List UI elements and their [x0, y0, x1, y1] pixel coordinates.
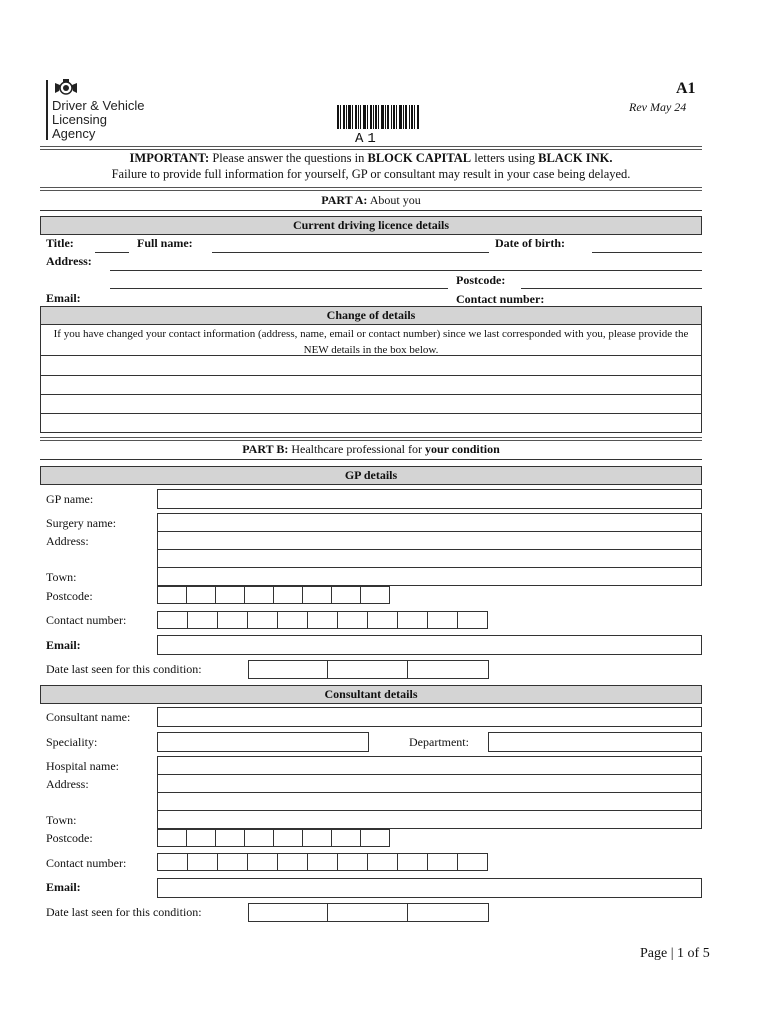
- contact-cell[interactable]: [157, 853, 188, 871]
- postcode-cell[interactable]: [273, 829, 303, 847]
- date-year-cell[interactable]: [407, 903, 489, 922]
- form-code: A1: [676, 80, 696, 97]
- consultant-address-input-2[interactable]: [157, 792, 702, 811]
- part-b-divider: [40, 437, 702, 441]
- consultant-address-label: Address:: [46, 777, 89, 791]
- contact-cell[interactable]: [187, 611, 218, 629]
- gp-contact-label: Contact number:: [46, 613, 127, 627]
- page-number: Page | 1 of 5: [640, 946, 710, 961]
- postcode-field[interactable]: [521, 288, 702, 289]
- contact-number-label: Contact number:: [456, 292, 545, 306]
- postcode-cell[interactable]: [331, 829, 361, 847]
- full-name-field[interactable]: [212, 252, 489, 253]
- contact-cell[interactable]: [397, 611, 428, 629]
- address-field-line-2[interactable]: [110, 288, 448, 289]
- gp-email-label: Email:: [46, 638, 81, 652]
- postcode-cell[interactable]: [331, 586, 361, 604]
- contact-cell[interactable]: [397, 853, 428, 871]
- postcode-cell[interactable]: [157, 829, 187, 847]
- postcode-cell[interactable]: [273, 586, 303, 604]
- gp-name-input[interactable]: [157, 489, 702, 509]
- gp-details-section-header: GP details: [40, 466, 702, 485]
- notice-line-2: Failure to provide full information for yourself, GP or consultant may result in your case being delayed.: [111, 167, 631, 181]
- date-month-cell[interactable]: [327, 903, 408, 922]
- contact-cell[interactable]: [307, 611, 338, 629]
- gp-town-input[interactable]: [157, 567, 702, 586]
- barcode-icon: [337, 105, 419, 129]
- consultant-date-seen-label: Date last seen for this condition:: [46, 905, 202, 919]
- contact-cell[interactable]: [367, 611, 398, 629]
- department-label: Department:: [409, 735, 469, 749]
- gp-email-input[interactable]: [157, 635, 702, 655]
- postcode-cell[interactable]: [215, 586, 245, 604]
- gp-date-seen-label: Date last seen for this condition:: [46, 662, 202, 676]
- department-input[interactable]: [488, 732, 702, 752]
- contact-cell[interactable]: [247, 611, 278, 629]
- title-label: Title:: [46, 236, 74, 250]
- consultant-email-input[interactable]: [157, 878, 702, 898]
- contact-cell[interactable]: [457, 853, 488, 871]
- address-field-line-1[interactable]: [110, 270, 702, 271]
- contact-cell[interactable]: [277, 853, 308, 871]
- contact-cell[interactable]: [427, 611, 458, 629]
- gp-postcode-label: Postcode:: [46, 589, 93, 603]
- postcode-cell[interactable]: [186, 829, 216, 847]
- contact-cell[interactable]: [187, 853, 218, 871]
- contact-cell[interactable]: [427, 853, 458, 871]
- title-field[interactable]: [95, 252, 129, 253]
- date-day-cell[interactable]: [248, 660, 328, 679]
- postcode-cell[interactable]: [360, 829, 390, 847]
- contact-cell[interactable]: [217, 853, 248, 871]
- contact-cell[interactable]: [457, 611, 488, 629]
- date-day-cell[interactable]: [248, 903, 328, 922]
- consultant-contact-label: Contact number:: [46, 856, 127, 870]
- gp-address-label: Address:: [46, 534, 89, 548]
- barcode-text: A1: [355, 131, 380, 147]
- contact-cell[interactable]: [277, 611, 308, 629]
- gp-postcode-cells: [157, 586, 390, 604]
- change-of-details-section-header: Change of details: [40, 306, 702, 325]
- header-divider: [40, 146, 702, 150]
- postcode-cell[interactable]: [215, 829, 245, 847]
- address-label: Address:: [46, 254, 92, 268]
- gp-town-label: Town:: [46, 570, 77, 584]
- postcode-label: Postcode:: [456, 273, 506, 287]
- logo-bar: [46, 80, 48, 140]
- date-year-cell[interactable]: [407, 660, 489, 679]
- postcode-cell[interactable]: [302, 829, 332, 847]
- consultant-details-section-header: Consultant details: [40, 685, 702, 704]
- contact-cell[interactable]: [337, 611, 368, 629]
- full-name-label: Full name:: [137, 236, 193, 250]
- notice-divider: [40, 187, 702, 191]
- change-details-line-2[interactable]: [41, 376, 701, 394]
- surgery-name-input[interactable]: [157, 513, 702, 532]
- consultant-contact-cells: [157, 853, 488, 871]
- speciality-input[interactable]: [157, 732, 369, 752]
- gp-address-input-1[interactable]: [157, 531, 702, 550]
- contact-cell[interactable]: [247, 853, 278, 871]
- consultant-date-seen-cells: [248, 903, 489, 922]
- change-of-details-instructions: If you have changed your contact information (address, name, email or contact number) since we last corresponded with you, please provide the NEW details in the box below.: [53, 328, 689, 356]
- important-notice: IMPORTANT: Please answer the questions in BLOCK CAPITAL letters using BLACK INK.: [129, 151, 613, 165]
- consultant-name-input[interactable]: [157, 707, 702, 727]
- postcode-cell[interactable]: [302, 586, 332, 604]
- change-details-line-4[interactable]: [41, 414, 701, 432]
- consultant-name-label: Consultant name:: [46, 710, 131, 724]
- postcode-cell[interactable]: [157, 586, 187, 604]
- consultant-postcode-label: Postcode:: [46, 831, 93, 845]
- postcode-cell[interactable]: [360, 586, 390, 604]
- gp-contact-cells: [157, 611, 488, 629]
- contact-cell[interactable]: [217, 611, 248, 629]
- gp-name-label: GP name:: [46, 492, 94, 506]
- speciality-label: Speciality:: [46, 735, 98, 749]
- contact-cell[interactable]: [157, 611, 188, 629]
- surgery-name-label: Surgery name:: [46, 516, 117, 530]
- email-label: Email:: [46, 291, 81, 305]
- change-details-line-1[interactable]: [41, 356, 701, 375]
- date-month-cell[interactable]: [327, 660, 408, 679]
- consultant-town-label: Town:: [46, 813, 77, 827]
- hospital-name-input[interactable]: [157, 756, 702, 775]
- royal-crest-icon: [53, 79, 79, 97]
- agency-logo-text: [52, 99, 144, 141]
- current-licence-section-header: Current driving licence details: [40, 216, 702, 235]
- postcode-cell[interactable]: [244, 829, 274, 847]
- consultant-email-label: Email:: [46, 880, 81, 894]
- change-details-line-3[interactable]: [41, 395, 701, 413]
- consultant-town-input[interactable]: [157, 810, 702, 829]
- gp-address-input-2[interactable]: [157, 549, 702, 568]
- dob-field[interactable]: [592, 252, 702, 253]
- part-b-rule: [40, 459, 702, 460]
- dob-label: Date of birth:: [495, 236, 565, 250]
- part-a-heading: PART A: About you: [321, 193, 421, 207]
- postcode-cell[interactable]: [244, 586, 274, 604]
- part-b-heading: PART B: Healthcare professional for your condition: [242, 442, 500, 456]
- agency-line-1: Driver & Vehicle: [52, 98, 145, 113]
- consultant-address-input-1[interactable]: [157, 774, 702, 793]
- revision-date: Rev May 24: [629, 100, 687, 114]
- hospital-name-label: Hospital name:: [46, 759, 119, 773]
- contact-cell[interactable]: [307, 853, 338, 871]
- consultant-postcode-cells: [157, 829, 390, 847]
- agency-line-3: Agency: [52, 126, 96, 141]
- agency-line-2: Licensing: [52, 112, 107, 127]
- part-a-rule: [40, 210, 702, 211]
- contact-cell[interactable]: [367, 853, 398, 871]
- postcode-cell[interactable]: [186, 586, 216, 604]
- contact-cell[interactable]: [337, 853, 368, 871]
- gp-date-seen-cells: [248, 660, 489, 679]
